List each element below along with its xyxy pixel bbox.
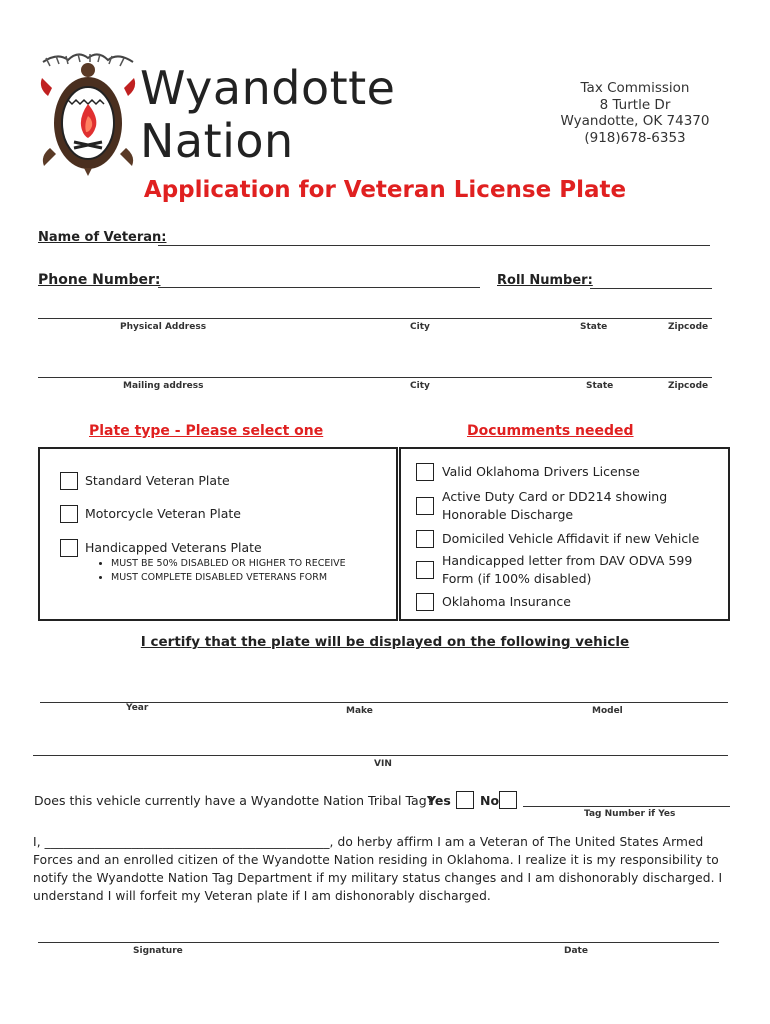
zipcode-label: Zipcode <box>668 381 709 391</box>
tax-commission-label: Tax Commission <box>580 80 690 96</box>
plate-type-heading: Plate type - Please select one <box>89 423 324 439</box>
roll-number-label: Roll Number: <box>497 273 593 288</box>
wyandotte-logo <box>38 48 138 176</box>
affirmation-line: understand I will forfeit my Veteran plate if I am dishonorably discharged. <box>33 889 491 903</box>
dd214-label-line2: Honorable Discharge <box>442 507 574 522</box>
handicapped-plate-label: Handicapped Veterans Plate <box>85 540 262 555</box>
requirement-item: • MUST COMPLETE DISABLED VETERANS FORM <box>111 571 346 585</box>
make-label: Make <box>346 706 373 716</box>
turtle-emblem-icon <box>38 48 138 176</box>
phone-number-input-line[interactable] <box>158 287 480 288</box>
address-line2: Wyandotte, OK 74370 <box>560 113 710 129</box>
insurance-checkbox[interactable] <box>416 593 434 611</box>
handicapped-letter-label-line2: Form (if 100% disabled) <box>442 571 592 586</box>
yes-checkbox[interactable] <box>456 791 474 809</box>
yes-label: Yes <box>427 793 451 808</box>
no-label: No <box>480 793 500 808</box>
handicapped-plate-checkbox[interactable] <box>60 539 78 557</box>
dd214-label-line1: Active Duty Card or DD214 showing <box>442 489 668 504</box>
drivers-license-checkbox[interactable] <box>416 463 434 481</box>
vin-input-line[interactable] <box>33 755 728 756</box>
dd214-checkbox[interactable] <box>416 497 434 515</box>
affidavit-label: Domiciled Vehicle Affidavit if new Vehicle <box>442 531 700 546</box>
affirmation-line: I, ______________________________________________, do herby affirm I am a Veteran of The United States Armed <box>33 835 704 849</box>
tribal-tag-question: Does this vehicle currently have a Wyandotte Nation Tribal Tag? <box>34 793 434 808</box>
city-label: City <box>410 322 430 332</box>
date-label: Date <box>564 946 588 956</box>
mailing-address-label: Mailing address <box>123 381 204 391</box>
signature-label: Signature <box>133 946 183 956</box>
physical-address-label: Physical Address <box>120 322 207 332</box>
motorcycle-plate-checkbox[interactable] <box>60 505 78 523</box>
tag-number-input-line[interactable] <box>523 806 730 807</box>
physical-address-input-line[interactable] <box>38 318 712 319</box>
tag-number-label: Tag Number if Yes <box>584 809 676 819</box>
address-line1: 8 Turtle Dr <box>599 96 671 113</box>
handicapped-letter-label-line1: Handicapped letter from DAV ODVA 599 <box>442 553 693 568</box>
state-label: State <box>580 322 608 332</box>
state-label: State <box>586 381 614 391</box>
drivers-license-label: Valid Oklahoma Drivers License <box>442 464 640 479</box>
insurance-label: Oklahoma Insurance <box>442 594 571 609</box>
name-of-veteran-label: Name of Veteran: <box>38 230 167 245</box>
documents-heading: Documments needed <box>467 423 634 439</box>
handicapped-letter-checkbox[interactable] <box>416 561 434 579</box>
header-address-block <box>540 80 730 146</box>
affirmation-line: Forces and an enrolled citizen of the Wyandotte Nation residing in Oklahoma. I realize it is my responsibility to <box>33 853 719 867</box>
affirmation-paragraph <box>33 833 733 905</box>
vin-label: VIN <box>374 759 392 769</box>
name-of-veteran-input-line[interactable] <box>158 245 710 246</box>
model-label: Model <box>592 706 623 716</box>
standard-plate-checkbox[interactable] <box>60 472 78 490</box>
motorcycle-plate-label: Motorcycle Veteran Plate <box>85 506 241 521</box>
page-title: Application for Veteran License Plate <box>143 177 627 203</box>
roll-number-input-line[interactable] <box>590 288 712 289</box>
org-name-line2: Nation <box>140 114 294 168</box>
signature-input-line[interactable] <box>38 942 719 943</box>
affidavit-checkbox[interactable] <box>416 530 434 548</box>
zipcode-label: Zipcode <box>668 322 709 332</box>
city-label: City <box>410 381 430 391</box>
no-checkbox[interactable] <box>499 791 517 809</box>
standard-plate-label: Standard Veteran Plate <box>85 473 230 488</box>
phone-number: (918)678-6353 <box>584 129 686 146</box>
phone-number-label: Phone Number: <box>38 272 161 288</box>
affirmation-line: notify the Wyandotte Nation Tag Department if my military status changes and I am dishonorably discharged. I <box>33 871 723 885</box>
certify-statement: I certify that the plate will be displayed on the following vehicle <box>140 634 630 650</box>
requirement-item: • MUST BE 50% DISABLED OR HIGHER TO RECEIVE <box>111 557 346 571</box>
mailing-address-input-line[interactable] <box>38 377 712 378</box>
handicapped-requirements-list <box>111 557 346 585</box>
org-name-line1: Wyandotte <box>140 61 396 115</box>
year-label: Year <box>126 703 149 713</box>
